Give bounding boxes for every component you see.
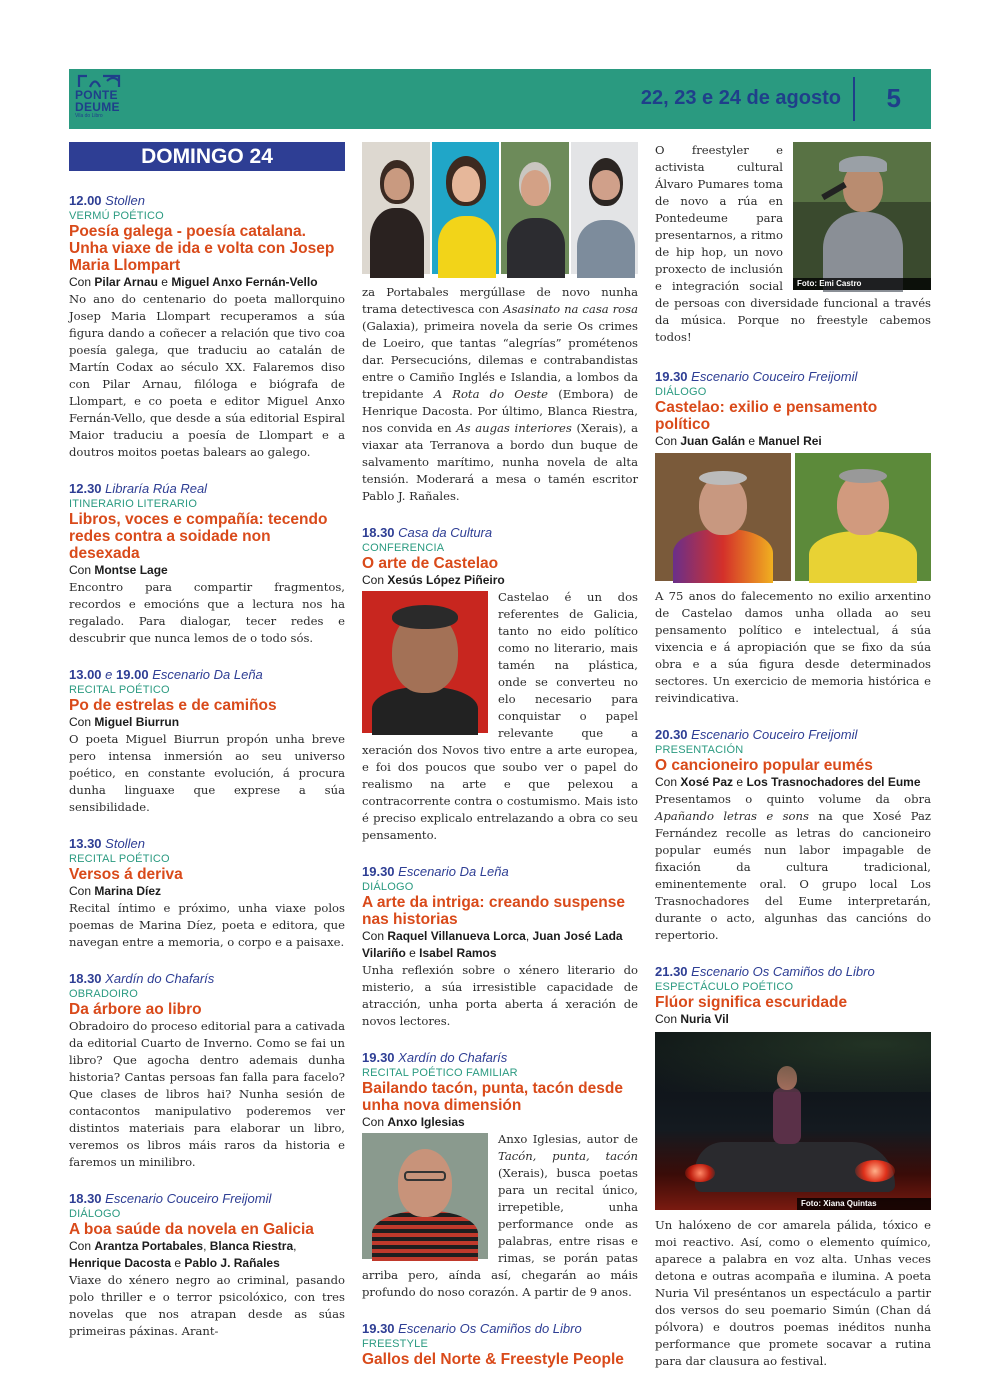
festival-dates: 22, 23 e 24 de agosto <box>640 87 841 109</box>
day-banner: DOMINGO 24 <box>69 142 345 171</box>
event-title: Po de estrelas e de camiños <box>69 697 277 714</box>
column-3 <box>655 142 931 1389</box>
event-itinerario <box>69 480 345 647</box>
event-time: 18.30 Escenario Couceiro Freijomil <box>69 1191 272 1206</box>
event-title: Da árbore ao libro <box>69 1001 202 1018</box>
portrait-lopez-pineiro <box>362 591 488 733</box>
event-participants: Con Arantza Portabales, Blanca Riestra, Henrique Dacosta e Pablo J. Rañales <box>69 1239 297 1270</box>
event-description: Presentamos o quinto volume da obra Apañando letras e sons na que Xosé Paz Fernández recolle as letras do cancioneiro popular eumés nun labor impagable de fixación da cultura tradicional, eminentemente oral. O grupo local Los Trasnochadores del Eume interpretarán, durante o acto, algunhas das cancións do repertorio. <box>655 792 931 942</box>
event-novela-continuation <box>362 284 638 505</box>
bridge-logo-icon <box>77 73 121 89</box>
event-description: No ano do centenario do poeta mallorquino Josep Maria Llompart recuperamos a súa figura dando a coñecer a relación que tivo coa poesía galega, que traduciu ao catalán de Martín Codax ao século XX. Falaremos diso con Pilar Arnau, filóloga e biógrafa de Llompart, e co poeta e editor Miguel Anxo Fernán-Vello, que desde a súa editorial Espiral Maior traduciu a poesía de Llompart e a doutros moitos poetas balears ao galego. <box>69 292 345 459</box>
event-title: A arte da intriga: creando suspense nas historias <box>362 894 626 928</box>
event-description: Obradoiro do proceso editorial para a cativada da editorial Cuarto de Inverno. Como se fai un libro? Que agocha dentro ademais dunha historia? Cantas persoas fan falla para facelo? Que clases de libros hai? Nunha sesión de contacontos manipulativo poderemos ver distintos materiais para elaborar un libro, veremos os libros máis raros da historia e faremos un minilibro. <box>69 1019 345 1169</box>
event-time: 12.30 Libraría Rúa Real <box>69 481 208 496</box>
event-participants: Con Xesús López Piñeiro <box>362 573 505 587</box>
event-title: Flúor significa escuridade <box>655 994 848 1011</box>
event-description: Castelao é un dos referentes de Galicia, tanto no eido político como no literario, mais tamén na plástica, onde se converteu no elo necesario para conquistar o papel relevante que a xeración dos Novos tivo entre a arte europea, e foi dos poucos que soubo ver o papel do realismo na arte e que pelexou a contracorrente contra o costumismo. Mais isto é preciso explicalo entrelazando a obra co seu pensamento. <box>362 590 638 842</box>
event-title: A boa saúde da novela en Galicia <box>69 1221 314 1238</box>
event-category: ESPECTÁCULO POÉTICO <box>655 981 794 993</box>
page-number: 5 <box>886 83 901 113</box>
event-time: 19.30 Escenario Couceiro Freijomil <box>655 369 858 384</box>
event-fluor-escuridade <box>655 963 931 1370</box>
event-category: VERMÚ POÉTICO <box>69 210 164 222</box>
event-time: 12.00 Stollen <box>69 193 145 208</box>
event-category: RECITAL POÉTICO <box>69 853 170 865</box>
portrait-anxo-iglesias <box>362 1133 488 1259</box>
event-boa-saude-novela <box>69 1190 345 1340</box>
event-category: DIÁLOGO <box>655 386 707 398</box>
event-participants: Con Miguel Biurrun <box>69 715 180 729</box>
logo-text-ponte: PONTE <box>75 88 118 102</box>
event-description: Recital íntimo e próximo, unha viaxe polos poemas de Marina Díez, poeta e editora, que navegan entre a memoria, o corpo e a paisaxe. <box>69 901 345 949</box>
event-title: Libros, voces e compañía: tecendo redes contra a soidade non desexada <box>69 511 328 562</box>
event-description: Viaxe do xénero negro ao criminal, pasando polo thriller e o terror psicolóxico, con tres novelas que nos atrapan desde as súas primeiras páxinas. Arant- <box>69 1273 345 1338</box>
event-title: Castelao: exilio e pensamento político <box>655 399 878 433</box>
column-2 <box>362 142 638 1387</box>
logo-text-vila: Vila do Libro <box>75 113 103 119</box>
event-participants: Con Juan Galán e Manuel Rei <box>655 434 822 448</box>
portrait-juan-galan <box>655 453 791 581</box>
event-participants: Con Nuria Vil <box>655 1012 729 1026</box>
event-participants: Con Marina Díez <box>69 884 162 898</box>
event-title: Poesía galega - poesía catalana. Unha viaxe de ida e volta con Josep Maria Llompart <box>69 223 335 274</box>
event-freestyle-continuation <box>655 142 931 346</box>
column-1 <box>69 142 345 1359</box>
event-category: RECITAL POÉTICO FAMILIAR <box>362 1067 518 1079</box>
event-participants: Con Montse Lage <box>69 563 168 577</box>
photo-nuria-vil-performance <box>655 1032 931 1210</box>
event-participants: Con Pilar Arnau e Miguel Anxo Fernán-Vello <box>69 275 318 289</box>
event-category: OBRADOIRO <box>69 988 139 1000</box>
event-castelao-exilio <box>655 368 931 707</box>
event-time: 13.00 e 19.00 Escenario Da Leña <box>69 667 263 682</box>
event-da-arbore <box>69 970 345 1171</box>
portrait-photo-1 <box>362 142 430 274</box>
event-time: 19.30 Escenario Os Camiños do Libro <box>362 1321 582 1336</box>
event-arte-castelao <box>362 524 638 844</box>
event-time: 18.30 Xardín do Chafarís <box>69 971 215 986</box>
event-category: DIÁLOGO <box>69 1208 121 1220</box>
event-category: RECITAL POÉTICO <box>69 684 170 696</box>
event-description-continued: O freestyler e activista cultural Álvaro Pumares toma de novo a rúa en Pontedeume para presentarnos, a ritmo de hip hop, un novo proxecto de inclusión e integración social de persoas con diversidade funcional a través da música. Porque no freestyle cabemos todos! <box>655 143 931 344</box>
event-description-continued: za Portabales mergúllase de novo nunha trama detectivesca con Asasinato na casa rosa (Galaxia), primeira novela da serie Os crimes de Loeiro, que tantas “alegrías” prométenos dar. Persecucións, dilemas e contrabandistas entre o Camiño Inglés e Islandia, a lombos da trepidante A Rota do Oeste (Embora) de Henrique Dacosta. Por último, Blanca Riestra, nos convida en As augas interiores (Xerais), a viaxar ata Terranova a bordo dun buque de salvamento marítimo, nunha novela de alta tensión. Moderará a mesa o tamén escritor Pablo J. Rañales. <box>362 285 639 503</box>
event-stollen-vermu <box>69 192 345 461</box>
event-cancioneiro-eumes <box>655 726 931 944</box>
event-gallos-del-norte <box>362 1320 638 1368</box>
event-participants: Con Anxo Iglesias <box>362 1115 465 1129</box>
page-header <box>69 69 931 129</box>
event-bailando-tacon <box>362 1049 638 1301</box>
castelao-speakers-photos <box>655 453 931 581</box>
event-time: 13.30 Stollen <box>69 836 145 851</box>
event-time: 19.30 Xardín do Chafarís <box>362 1050 508 1065</box>
event-participants: Con Raquel Villanueva Lorca, Juan José Lada Vilariño e Isabel Ramos <box>362 929 623 960</box>
event-time: 19.30 Escenario Da Leña <box>362 864 509 879</box>
photo-credit: Foto: Emi Castro <box>793 278 931 290</box>
event-title: O arte de Castelao <box>362 555 499 572</box>
event-versos-a-deriva <box>69 835 345 951</box>
photo-credit: Foto: Xiana Quintas <box>797 1198 931 1210</box>
portrait-photo-3 <box>501 142 569 274</box>
festival-logo <box>75 73 127 127</box>
event-participants: Con Xosé Paz e Los Trasnochadores del Eume <box>655 775 921 789</box>
event-title: Gallos del Norte & Freestyle People <box>362 1351 624 1368</box>
event-time: 21.30 Escenario Os Camiños do Libro <box>655 964 875 979</box>
event-category: PRESENTACIÓN <box>655 744 744 756</box>
event-arte-da-intriga <box>362 863 638 1030</box>
event-category: CONFERENCIA <box>362 542 445 554</box>
event-description: Anxo Iglesias, autor de Tacón, punta, tacón (Xerais), busca poetas para un recital único, irrepetible, unha performance onde as palabras, entre risas e rimas, se porán patas arriba pero, aínda así, chegarán ao máis profundo do noso corazón. A partir de 9 anos. <box>362 1132 638 1299</box>
event-title: Bailando tacón, punta, tacón desde unha nova dimensión <box>362 1080 623 1114</box>
event-category: ITINERARIO LITERARIO <box>69 498 198 510</box>
event-description: Un halóxeno de cor amarela pálida, tóxico e moi reactivo. Así, como o elemento químico, aparece a palabra en voz alta. Unhas veces detona e outras acompaña e ilumina. A poeta Nuria Vil preséntanos un espectáculo a partir dos versos do seu poemario Simún (Chan dá pólvora) e doutros poemas inéditos nunha performance que promete socavar a rutina para dar clausura ao festival. <box>655 1218 931 1368</box>
portrait-photo-2 <box>432 142 500 274</box>
event-category: FREESTYLE <box>362 1338 428 1350</box>
event-time: 18.30 Casa da Cultura <box>362 525 493 540</box>
portrait-photo-4 <box>571 142 639 274</box>
novelists-photo-strip <box>362 142 638 274</box>
event-description: A 75 anos do falecemento no exilio arxentino de Castelao damos unha ollada ao seu pensamento político e intelectual, á súa vixencia e á apropiación que se fixo da súa obra e a súa figura desde determinados sectores. Un exercicio de memoria histórica e reivindicativa. <box>655 589 931 705</box>
event-description: O poeta Miguel Biurrun propón unha breve pero intensa inmersión ao seu universo poético, en constante evolución, á procura dunha linguaxe que exprese a súa sensibilidade. <box>69 732 345 814</box>
event-time: 20.30 Escenario Couceiro Freijomil <box>655 727 858 742</box>
header-divider <box>853 77 855 121</box>
portrait-manuel-rei <box>795 453 931 581</box>
event-title: Versos á deriva <box>69 866 183 883</box>
event-po-de-estrelas <box>69 666 345 816</box>
photo-freestyler <box>793 142 931 290</box>
event-description: Unha reflexión sobre o xénero literario do misterio, a súa irresistible capacidade de atracción, unha porta aberta á xeración de novos lectores. <box>362 963 638 1028</box>
event-description: Encontro para compartir fragmentos, recordos e emocións que a lectura nos ha regalado. Para dialogar, tecer redes e descubrir que nunca lemos de o todo sós. <box>69 580 345 645</box>
logo-text-deume: DEUME <box>75 100 120 114</box>
event-title: O cancioneiro popular eumés <box>655 757 873 774</box>
event-category: DIÁLOGO <box>362 881 414 893</box>
